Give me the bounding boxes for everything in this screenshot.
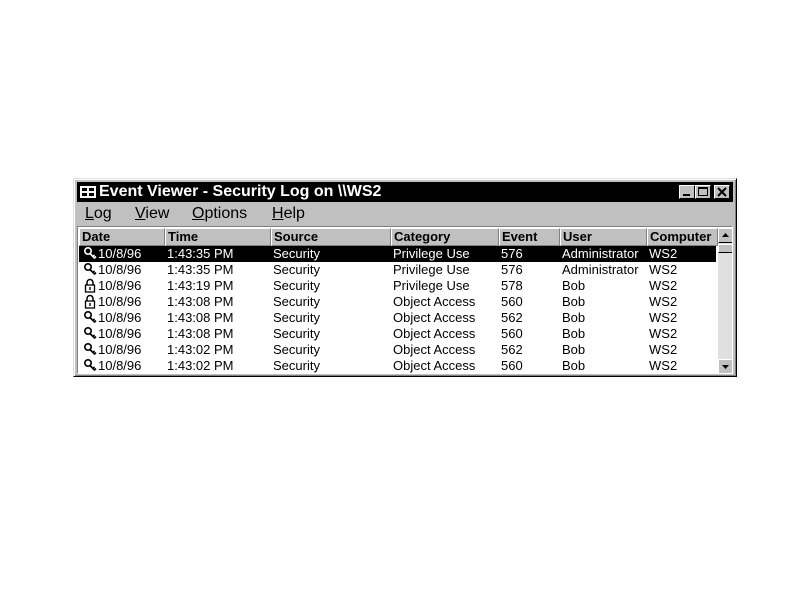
- cell-category: Privilege Use: [393, 246, 470, 261]
- column-user[interactable]: User: [560, 228, 647, 246]
- cell-user: Administrator: [562, 246, 639, 261]
- cell-date: 10/8/96: [98, 262, 142, 277]
- cell-time: 1:43:02 PM: [167, 358, 234, 373]
- event-row[interactable]: [79, 342, 716, 358]
- cell-time: 1:43:08 PM: [167, 294, 234, 309]
- cell-computer: WS2: [649, 358, 678, 373]
- scroll-up-button[interactable]: [718, 228, 733, 243]
- cell-user: Bob: [562, 358, 586, 373]
- cell-user: Bob: [562, 342, 586, 357]
- lock-icon: [82, 278, 98, 294]
- event-row[interactable]: [79, 310, 716, 326]
- menu-options[interactable]: Options: [192, 205, 248, 222]
- event-viewer-app-icon[interactable]: [80, 185, 96, 199]
- menu-log[interactable]: Log: [85, 205, 112, 222]
- event-row[interactable]: [79, 326, 716, 342]
- lock-icon: [82, 294, 98, 310]
- cell-category: Object Access: [393, 358, 476, 373]
- cell-time: 1:43:08 PM: [167, 310, 234, 325]
- cell-category: Object Access: [393, 294, 476, 309]
- cell-event: 576: [501, 246, 523, 261]
- cell-time: 1:43:19 PM: [167, 278, 234, 293]
- cell-computer: WS2: [649, 342, 678, 357]
- cell-category: Object Access: [393, 342, 476, 357]
- key-icon: [82, 310, 98, 326]
- maximize-button[interactable]: [695, 185, 711, 199]
- event-list[interactable]: [77, 226, 733, 374]
- title-bar[interactable]: [77, 182, 733, 202]
- cell-source: Security: [273, 294, 320, 309]
- scroll-thumb[interactable]: [718, 244, 733, 253]
- cell-category: Object Access: [393, 326, 476, 341]
- arrow-up-icon: [719, 229, 732, 242]
- cell-source: Security: [273, 278, 320, 293]
- column-category[interactable]: Category: [391, 228, 499, 246]
- cell-time: 1:43:35 PM: [167, 246, 234, 261]
- cell-computer: WS2: [649, 310, 678, 325]
- cell-user: Bob: [562, 326, 586, 341]
- cell-event: 560: [501, 326, 523, 341]
- cell-event: 562: [501, 342, 523, 357]
- cell-computer: WS2: [649, 278, 678, 293]
- menu-help[interactable]: Help: [272, 205, 305, 222]
- event-row[interactable]: [79, 358, 716, 374]
- event-row[interactable]: [79, 246, 716, 262]
- column-computer[interactable]: Computer: [647, 228, 718, 246]
- minimize-icon: [680, 186, 694, 198]
- cell-source: Security: [273, 342, 320, 357]
- menu-view[interactable]: View: [135, 205, 170, 222]
- vertical-scrollbar[interactable]: [718, 228, 733, 374]
- close-button[interactable]: [714, 185, 730, 199]
- cell-user: Bob: [562, 278, 586, 293]
- cell-computer: WS2: [649, 294, 678, 309]
- cell-time: 1:43:08 PM: [167, 326, 234, 341]
- close-icon: [715, 186, 729, 198]
- menu-bar: [77, 203, 733, 225]
- cell-date: 10/8/96: [98, 294, 142, 309]
- cell-date: 10/8/96: [98, 310, 142, 325]
- cell-category: Privilege Use: [393, 262, 470, 277]
- cell-event: 560: [501, 358, 523, 373]
- event-rows: [79, 246, 716, 374]
- cell-event: 578: [501, 278, 523, 293]
- event-row[interactable]: [79, 278, 716, 294]
- cell-date: 10/8/96: [98, 358, 142, 373]
- column-date[interactable]: Date: [79, 228, 165, 246]
- cell-user: Bob: [562, 294, 586, 309]
- key-icon: [82, 326, 98, 342]
- window-title: Event Viewer - Security Log on \\WS2: [99, 183, 382, 200]
- key-icon: [82, 358, 98, 374]
- cell-time: 1:43:35 PM: [167, 262, 234, 277]
- key-icon: [82, 342, 98, 358]
- event-row[interactable]: [79, 294, 716, 310]
- cell-date: 10/8/96: [98, 278, 142, 293]
- cell-category: Privilege Use: [393, 278, 470, 293]
- cell-event: 576: [501, 262, 523, 277]
- cell-category: Object Access: [393, 310, 476, 325]
- event-row[interactable]: [79, 262, 716, 278]
- cell-source: Security: [273, 310, 320, 325]
- cell-computer: WS2: [649, 246, 678, 261]
- minimize-button[interactable]: [679, 185, 695, 199]
- cell-time: 1:43:02 PM: [167, 342, 234, 357]
- cell-event: 562: [501, 310, 523, 325]
- column-time[interactable]: Time: [165, 228, 271, 246]
- cell-source: Security: [273, 262, 320, 277]
- cell-user: Administrator: [562, 262, 639, 277]
- maximize-icon: [696, 186, 710, 198]
- cell-source: Security: [273, 326, 320, 341]
- column-event[interactable]: Event: [499, 228, 560, 246]
- cell-computer: WS2: [649, 262, 678, 277]
- cell-source: Security: [273, 246, 320, 261]
- scroll-down-button[interactable]: [718, 359, 733, 374]
- event-viewer-window: [73, 178, 737, 377]
- cell-user: Bob: [562, 310, 586, 325]
- key-icon: [82, 262, 98, 278]
- cell-date: 10/8/96: [98, 246, 142, 261]
- arrow-down-icon: [719, 360, 732, 373]
- column-source[interactable]: Source: [271, 228, 391, 246]
- key-icon: [82, 246, 98, 262]
- cell-date: 10/8/96: [98, 326, 142, 341]
- column-header: [79, 228, 718, 246]
- cell-computer: WS2: [649, 326, 678, 341]
- cell-source: Security: [273, 358, 320, 373]
- cell-date: 10/8/96: [98, 342, 142, 357]
- cell-event: 560: [501, 294, 523, 309]
